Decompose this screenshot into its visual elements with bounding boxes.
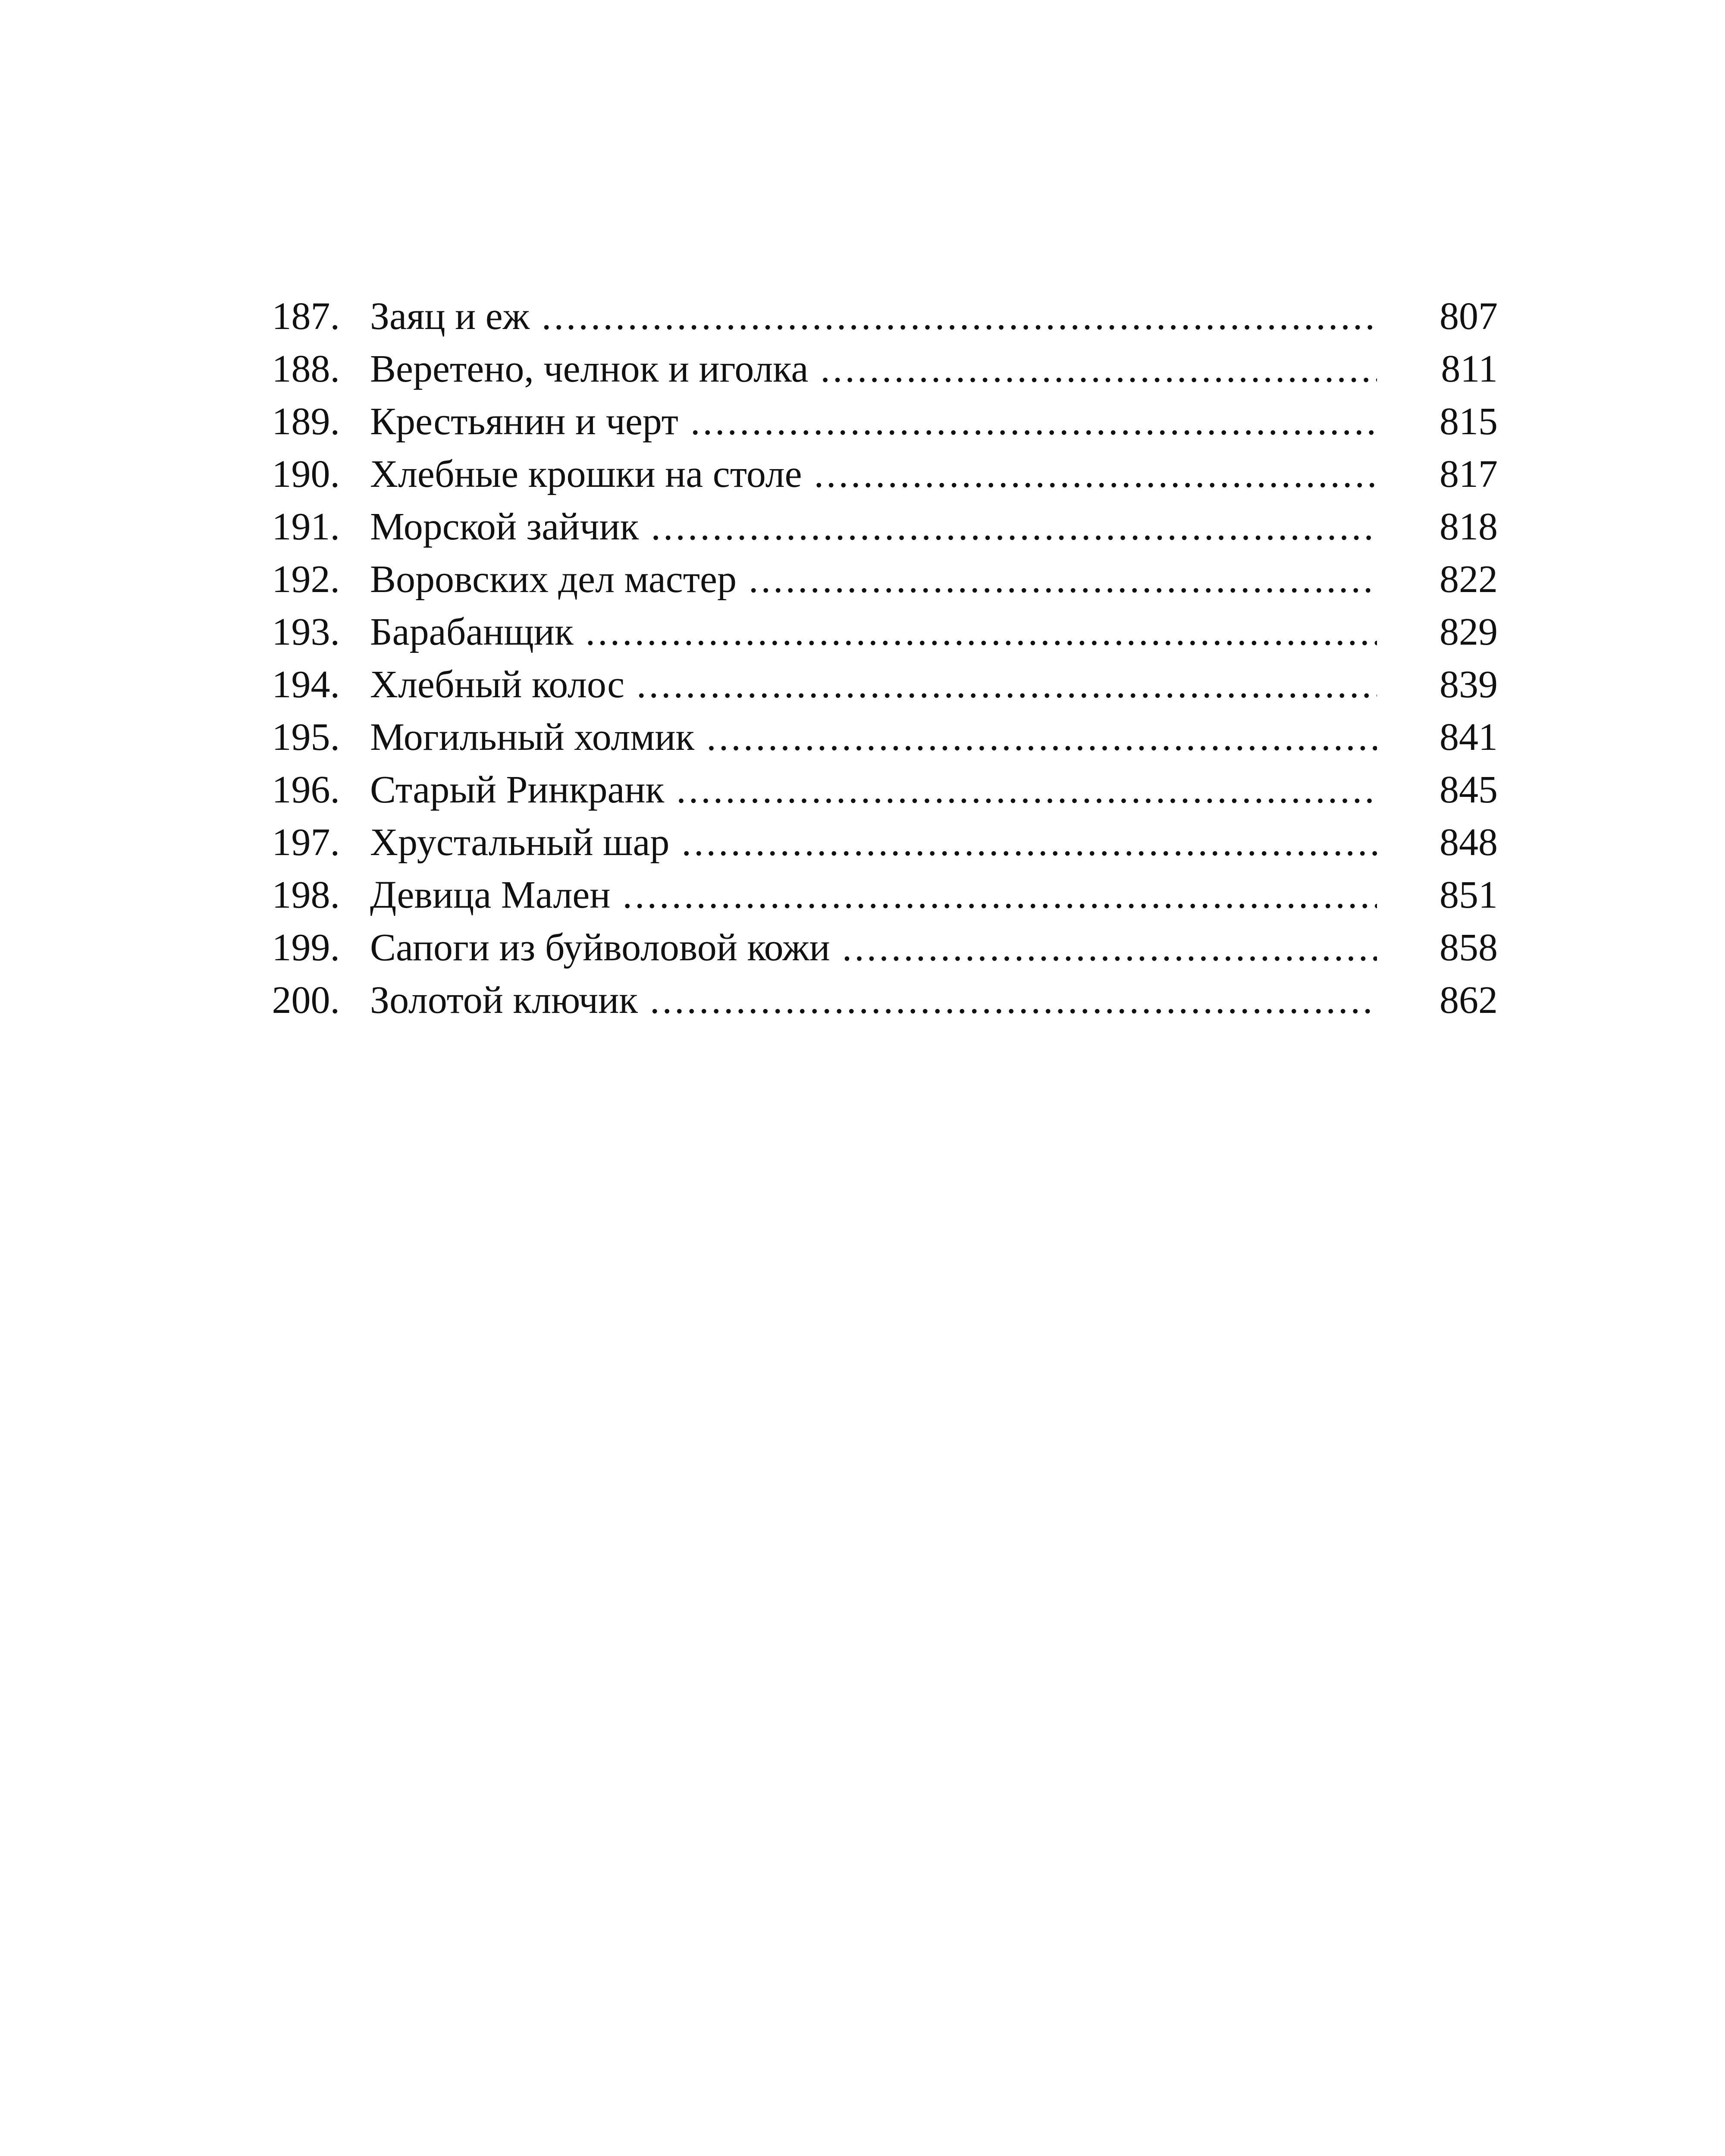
toc-entry-page: 851 — [1440, 874, 1498, 916]
toc-entry-number: 189. — [272, 400, 340, 443]
toc-dot-leader — [681, 816, 1377, 869]
toc-entry-number: 187. — [272, 295, 340, 338]
table-of-contents — [249, 290, 1498, 1027]
toc-entry-page: 811 — [1441, 348, 1498, 390]
toc-entry[interactable] — [249, 343, 1498, 395]
toc-entry-page: 858 — [1440, 926, 1498, 969]
toc-entry-page: 845 — [1440, 768, 1498, 811]
toc-entry-title: Крестьянин и черт — [370, 400, 678, 443]
toc-dot-leader — [820, 343, 1377, 395]
toc-entry-title: Веретено, челнок и иголка — [370, 348, 809, 390]
toc-entry-title: Заяц и еж — [370, 295, 530, 338]
toc-dot-leader — [623, 869, 1377, 921]
toc-entry[interactable] — [249, 974, 1498, 1027]
toc-entry[interactable] — [249, 711, 1498, 764]
toc-entry-number: 191. — [272, 505, 340, 548]
toc-dot-leader — [814, 448, 1377, 501]
toc-dot-leader — [651, 501, 1377, 553]
toc-entry[interactable] — [249, 816, 1498, 869]
toc-entry-number: 199. — [272, 926, 340, 969]
toc-entry-title: Барабанщик — [370, 611, 574, 653]
toc-entry-number: 193. — [272, 611, 340, 653]
toc-entry-page: 817 — [1440, 453, 1498, 495]
toc-entry-title: Морской зайчик — [370, 505, 639, 548]
toc-entry-number: 188. — [272, 348, 340, 390]
toc-entry[interactable] — [249, 921, 1498, 974]
toc-entry-title: Сапоги из буйволовой кожи — [370, 926, 830, 969]
toc-dot-leader — [676, 764, 1377, 816]
toc-entry-title: Могильный холмик — [370, 716, 695, 758]
toc-entry-number: 195. — [272, 716, 340, 758]
toc-entry-title: Старый Ринкранк — [370, 768, 665, 811]
toc-entry-page: 807 — [1440, 295, 1498, 338]
toc-entry-number: 198. — [272, 874, 340, 916]
toc-entry-page: 848 — [1440, 821, 1498, 864]
toc-entry-number: 197. — [272, 821, 340, 864]
toc-dot-leader — [690, 395, 1377, 448]
toc-dot-leader — [586, 606, 1377, 658]
toc-dot-leader — [637, 658, 1377, 711]
toc-entry[interactable] — [249, 606, 1498, 658]
toc-entry-title: Золотой ключик — [370, 979, 638, 1022]
toc-dot-leader — [706, 711, 1377, 764]
toc-dot-leader — [650, 974, 1377, 1027]
toc-dot-leader — [542, 290, 1377, 343]
toc-entry-title: Хлебные крошки на столе — [370, 453, 802, 495]
toc-entry-page: 829 — [1440, 611, 1498, 653]
toc-dot-leader — [842, 921, 1377, 974]
toc-entry-page: 862 — [1440, 979, 1498, 1022]
toc-entry-number: 190. — [272, 453, 340, 495]
toc-entry[interactable] — [249, 869, 1498, 921]
toc-entry-page: 839 — [1440, 663, 1498, 706]
toc-entry-title: Девица Мален — [370, 874, 611, 916]
toc-entry[interactable] — [249, 290, 1498, 343]
toc-entry[interactable] — [249, 658, 1498, 711]
toc-entry-page: 815 — [1440, 400, 1498, 443]
toc-entry[interactable] — [249, 553, 1498, 606]
toc-entry-number: 200. — [272, 979, 340, 1022]
toc-entry-title: Хлебный колос — [370, 663, 625, 706]
toc-entry[interactable] — [249, 448, 1498, 501]
toc-entry-title: Хрустальный шар — [370, 821, 670, 864]
toc-entry-number: 196. — [272, 768, 340, 811]
toc-entry[interactable] — [249, 501, 1498, 553]
toc-entry-page: 841 — [1440, 716, 1498, 758]
toc-entry-title: Воровских дел мастер — [370, 558, 737, 601]
toc-entry-number: 194. — [272, 663, 340, 706]
toc-dot-leader — [749, 553, 1377, 606]
toc-entry-number: 192. — [272, 558, 340, 601]
toc-entry-page: 818 — [1440, 505, 1498, 548]
toc-entry[interactable] — [249, 764, 1498, 816]
toc-entry[interactable] — [249, 395, 1498, 448]
toc-entry-page: 822 — [1440, 558, 1498, 601]
